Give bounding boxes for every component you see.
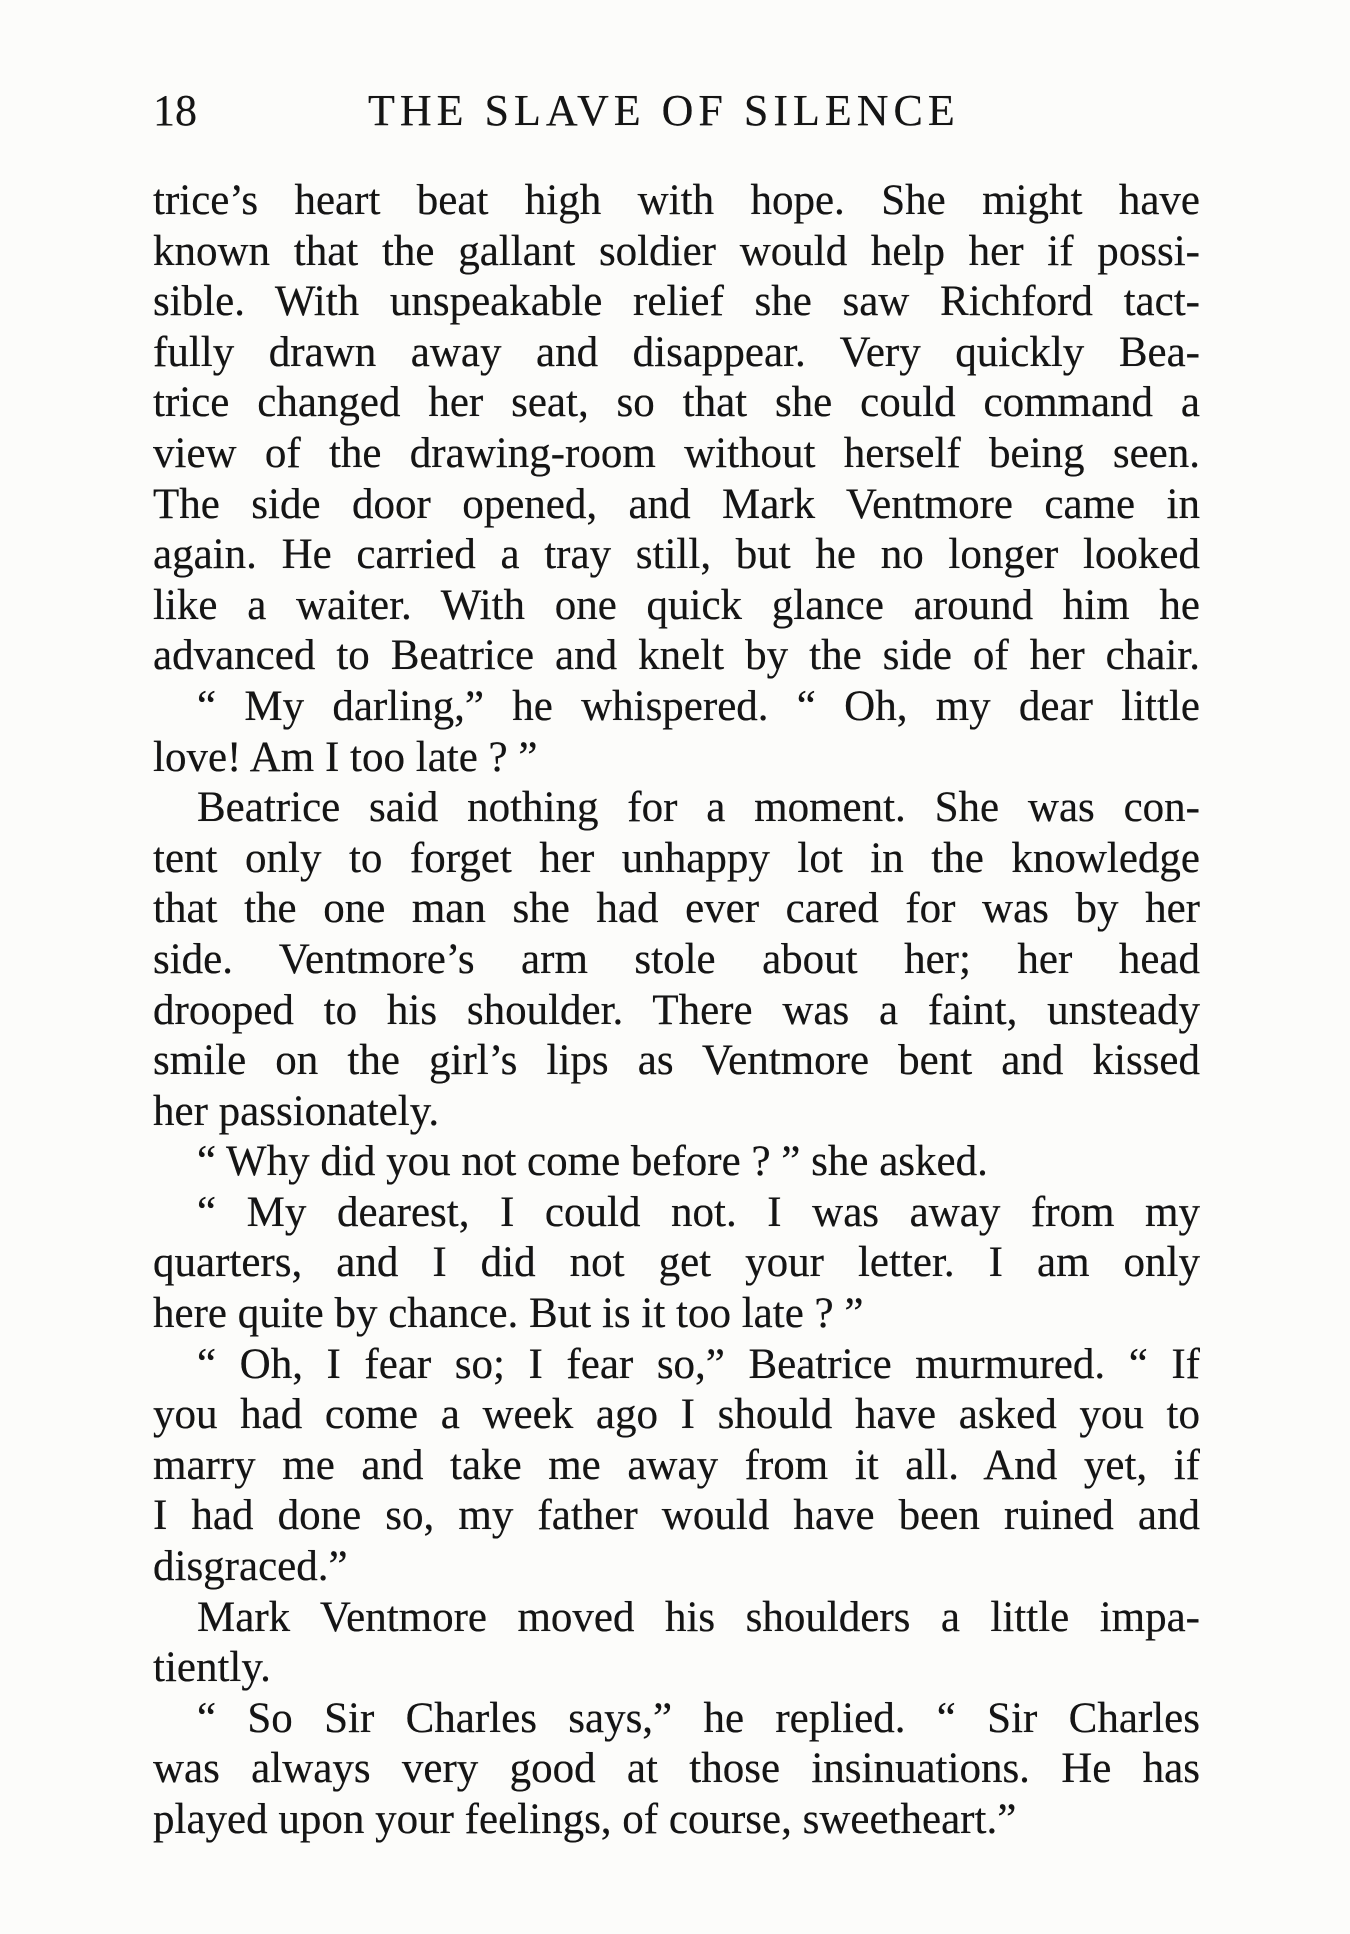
text-line: sible. With unspeakable relief she saw Richford tact- [153,278,1200,326]
text-line: marry me and take me away from it all. And yet, if [153,1441,1200,1489]
text-line: smile on the girl’s lips as Ventmore bent and kissed [153,1037,1200,1085]
text-line: view of the drawing-room without herself being seen. [153,429,1200,477]
text-line: Beatrice said nothing for a moment. She was con- [197,784,1200,832]
page-number: 18 [153,86,197,135]
text-line: like a waiter. With one quick glance around him he [153,581,1200,629]
text-line: “ My dearest, I could not. I was away from my [197,1188,1200,1236]
paragraph [153,1188,1200,1340]
text-line: advanced to Beatrice and knelt by the side of her chair. [153,632,1200,680]
text-line: you had come a week ago I should have asked you to [153,1391,1200,1439]
text-line: known that the gallant soldier would help her if possi- [153,227,1200,275]
text-line: played upon your feelings, of course, sweetheart.” [153,1796,1017,1843]
text-line: love! Am I too late ? ” [153,733,538,781]
text-line: quarters, and I did not get your letter. I am only [153,1239,1200,1287]
text-line: was always very good at those insinuations. He has [153,1745,1200,1793]
paragraph-continued [153,176,1200,682]
text-line: disgraced.” [153,1543,348,1591]
text-line: side. Ventmore’s arm stole about her; her head [153,935,1200,983]
text-line: trice changed her seat, so that she could command a [153,379,1200,427]
running-head-title: THE SLAVE OF SILENCE [368,86,960,135]
text-line: again. He carried a tray still, but he no longer looked [153,531,1200,579]
text-line: here quite by chance. But is it too late ? ” [153,1290,864,1338]
text-line: The side door opened, and Mark Ventmore came in [153,480,1200,528]
running-header [153,86,1200,136]
page-body [153,176,1200,1846]
text-line: I had done so, my father would have been ruined and [153,1492,1200,1540]
text-line: tiently. [153,1644,271,1692]
paragraph [153,682,1200,783]
text-line: “ My darling,” he whispered. “ Oh, my dear little [197,682,1200,730]
paragraph [153,1137,1200,1188]
text-line: “ So Sir Charles says,” he replied. “ Sir Charles [197,1694,1200,1742]
text-line: trice’s heart beat high with hope. She might have [153,177,1200,224]
paragraph [153,1593,1200,1694]
text-line: tent only to forget her unhappy lot in the knowledge [153,834,1200,882]
text-line: “ Why did you not come before ? ” she asked. [197,1138,988,1186]
text-line: fully drawn away and disappear. Very quickly Bea- [153,328,1200,376]
text-line: her passionately. [153,1087,440,1135]
paragraph [153,1340,1200,1593]
text-line: Mark Ventmore moved his shoulders a little impa- [197,1593,1200,1641]
paragraph [153,783,1200,1137]
paragraph [153,1694,1200,1846]
text-line: that the one man she had ever cared for was by her [153,885,1200,933]
text-line: “ Oh, I fear so; I fear so,” Beatrice murmured. “ If [197,1340,1200,1388]
text-line: drooped to his shoulder. There was a faint, unsteady [153,986,1200,1034]
